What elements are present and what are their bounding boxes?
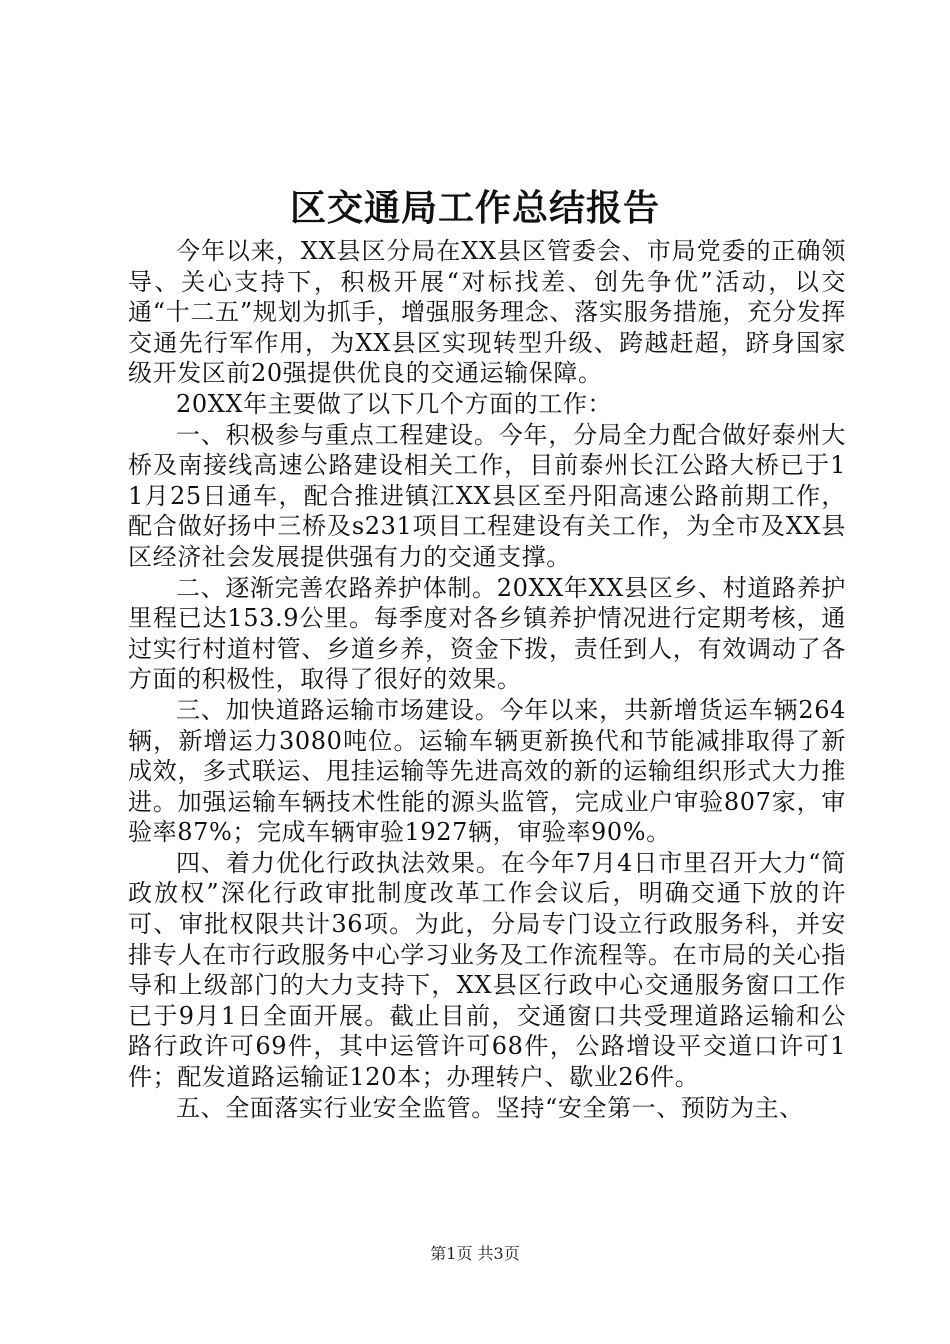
paragraph-key-projects: 一、积极参与重点工程建设。今年，分局全力配合做好泰州大桥及南接线高速公路建设相关工作，目前泰州长江公路大桥已于11月25日通车，配合推进镇江XX县区至丹阳高速公路前期工作，配合做好扬中三桥及s231项目工程建设有关工作，为全市及XX县区经济社会发展提供强有力的交通支撑。: [128, 420, 846, 571]
paragraph-administrative-enforcement: 四、着力优化行政执法效果。在今年7月4日市里召开大力“简政放权”深化行政审批制度改革工作会议后，明确交通下放的许可、审批权限共计36项。为此，分局专门设立行政服务科，并安排专人在市行政服务中心学习业务及工作流程等。在市局的关心指导和上级部门的大力支持下，XX县区行政中心交通服务窗口工作已于9月1日全面开展。截止目前，交通窗口共受理道路运输和公路行政许可69件，其中运管许可68件，公路增设平交道口许可1件；配发道路运输证120本；办理转户、歇业26件。: [128, 848, 846, 1092]
paragraph-safety-supervision: 五、全面落实行业安全监管。坚持“安全第一、预防为主、: [176, 1093, 804, 1122]
document-title: 区交通局工作总结报告: [289, 187, 660, 229]
paragraph-rural-road-maintenance: 二、逐渐完善农路养护体制。20XX年XX县区乡、村道路养护里程已达153.9公里。每季度对各乡镇养护情况进行定期考核，通过实行村道村管、乡道乡养，资金下拨，责任到人，有效调动了各方面的积极性，取得了很好的效果。: [128, 573, 846, 694]
paragraph-work-overview: 20XX年主要做了以下几个方面的工作：: [176, 389, 613, 418]
paragraph-intro: 今年以来，XX县区分局在XX县区管委会、市局党委的正确领导、关心支持下，积极开展“对标找差、创先争优”活动，以交通“十二五”规划为抓手，增强服务理念、落实服务措施，充分发挥交通先行军作用，为XX县区实现转型升级、跨越赶超，跻身国家级开发区前20强提供优良的交通运输保障。: [128, 237, 846, 388]
document-body: [128, 236, 846, 1123]
paragraph-transport-market: 三、加快道路运输市场建设。今年以来，共新增货运车辆264辆，新增运力3080吨位。运输车辆更新换代和节能减排取得了新成效，多式联运、甩挂运输等先进高效的新的运输组织形式大力推进。加强运输车辆技术性能的源头监管，完成业户审验807家，审验率87%；完成车辆审验1927辆，审验率90%。: [128, 695, 846, 847]
page-footer: 第1页 共3页: [430, 1244, 520, 1263]
